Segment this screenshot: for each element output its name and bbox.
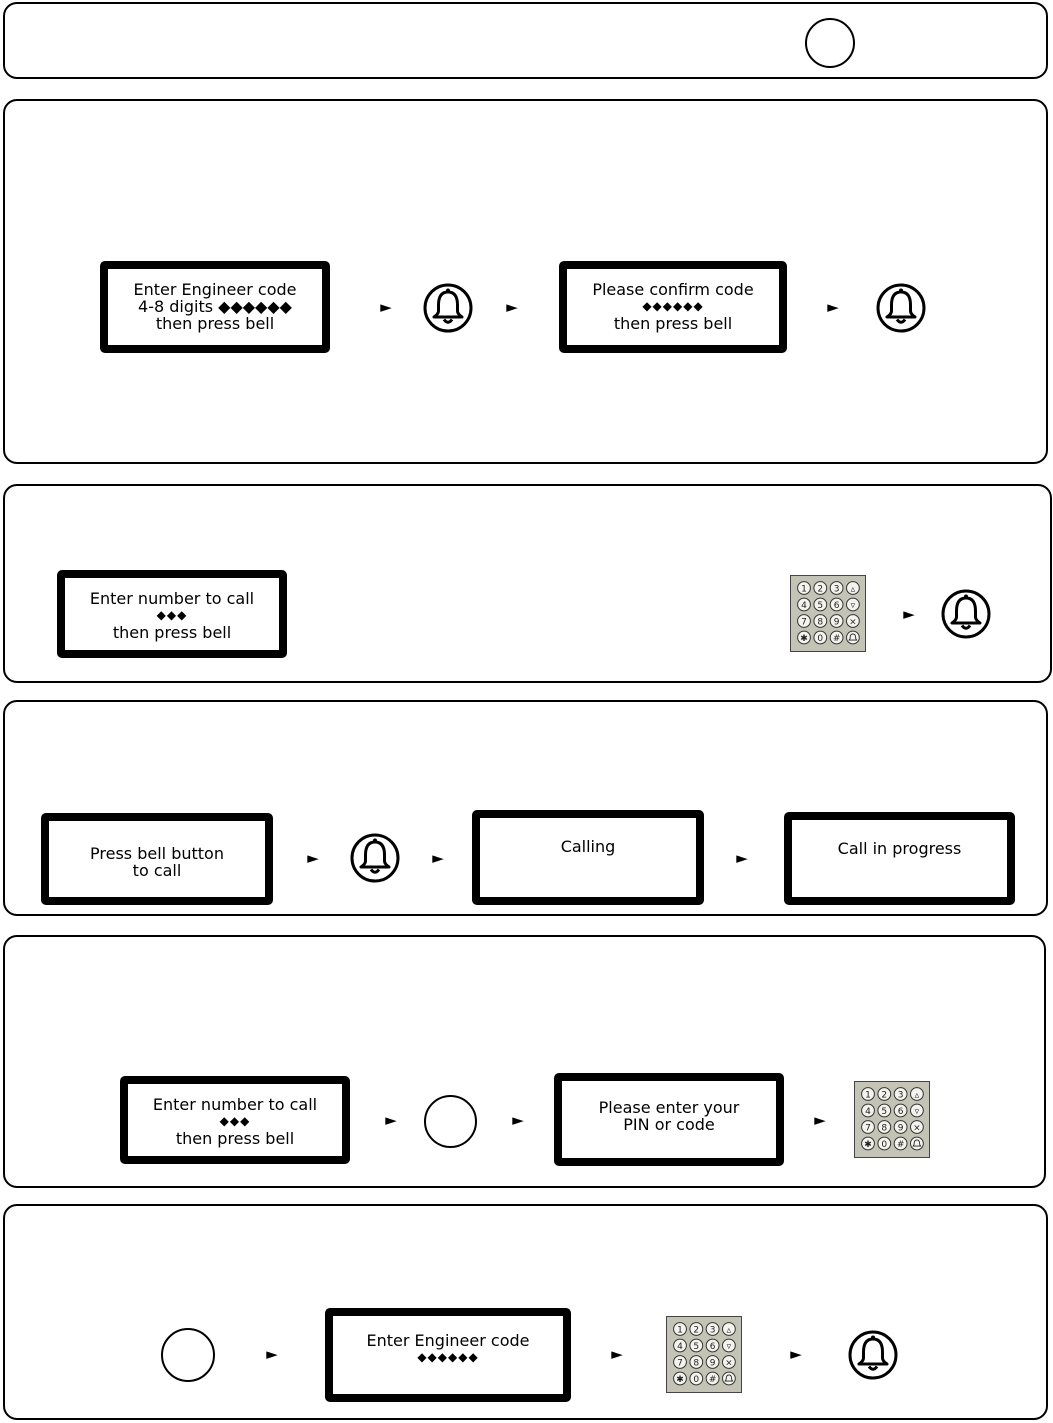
panel-2 <box>3 99 1048 464</box>
arrow: ► <box>512 1111 524 1129</box>
arrow: ► <box>903 605 915 623</box>
keypad-icon <box>790 575 866 652</box>
bell-icon <box>423 283 473 333</box>
screen-line: then press bell <box>155 314 275 333</box>
screen-line: ◆◆◆◆◆◆ <box>417 1350 479 1364</box>
lcd-screen-enter-engineer-code <box>325 1308 571 1402</box>
screen-line: Enter Engineer code <box>133 280 297 299</box>
panel-5 <box>3 935 1046 1188</box>
round-button-icon <box>424 1095 477 1148</box>
panel-3 <box>3 484 1052 683</box>
screen-line: PIN or code <box>623 1115 715 1134</box>
panel-6 <box>3 1204 1048 1420</box>
screen-line: ◆◆◆ <box>156 608 188 622</box>
arrow: ► <box>790 1345 802 1363</box>
screen-line: to call <box>132 861 182 880</box>
screen-line: ◆◆◆◆◆◆ <box>642 299 704 313</box>
screen-line: Please confirm code <box>592 280 754 299</box>
arrow: ► <box>827 298 839 316</box>
lcd-screen-press-bell <box>41 813 273 905</box>
lcd-screen-calling <box>472 810 704 905</box>
screen-line: Please enter your <box>598 1098 740 1117</box>
lcd-screen-enter-pin <box>554 1073 784 1166</box>
lcd-screen-enter-engineer-code <box>100 261 330 353</box>
screen-line: then press bell <box>112 623 232 642</box>
bell-icon <box>876 283 926 333</box>
lcd-screen-confirm-code <box>559 261 787 353</box>
arrow: ► <box>385 1111 397 1129</box>
arrow: ► <box>814 1111 826 1129</box>
screen-line: Call in progress <box>837 839 962 858</box>
arrow: ► <box>307 849 319 867</box>
screen-line: 4-8 digits ◆◆◆◆◆◆ <box>138 297 292 316</box>
round-button-icon <box>161 1328 215 1382</box>
arrow: ► <box>611 1345 623 1363</box>
lcd-screen-enter-number <box>120 1076 350 1164</box>
arrow: ► <box>506 298 518 316</box>
screen-line: then press bell <box>175 1129 295 1148</box>
bell-icon <box>941 589 991 639</box>
screen-line: ◆◆◆ <box>219 1114 251 1128</box>
screen-line: Enter number to call <box>152 1095 318 1114</box>
lcd-screen-enter-number <box>57 570 287 658</box>
keypad-icon <box>854 1081 930 1158</box>
arrow: ► <box>432 849 444 867</box>
arrow: ► <box>736 849 748 867</box>
keypad-icon <box>666 1316 742 1393</box>
bell-icon <box>848 1330 898 1380</box>
screen-line: Enter Engineer code <box>366 1331 530 1350</box>
screen-line: Press bell button <box>90 844 224 863</box>
bell-icon <box>350 833 400 883</box>
panel-1 <box>3 2 1048 79</box>
arrow: ► <box>266 1345 278 1363</box>
screen-line: then press bell <box>613 314 733 333</box>
round-button-icon <box>805 18 855 68</box>
screen-line: Calling <box>560 837 616 856</box>
arrow: ► <box>380 298 392 316</box>
screen-line: Enter number to call <box>89 589 255 608</box>
lcd-screen-call-in-progress <box>784 812 1015 905</box>
panel-4 <box>3 700 1048 916</box>
